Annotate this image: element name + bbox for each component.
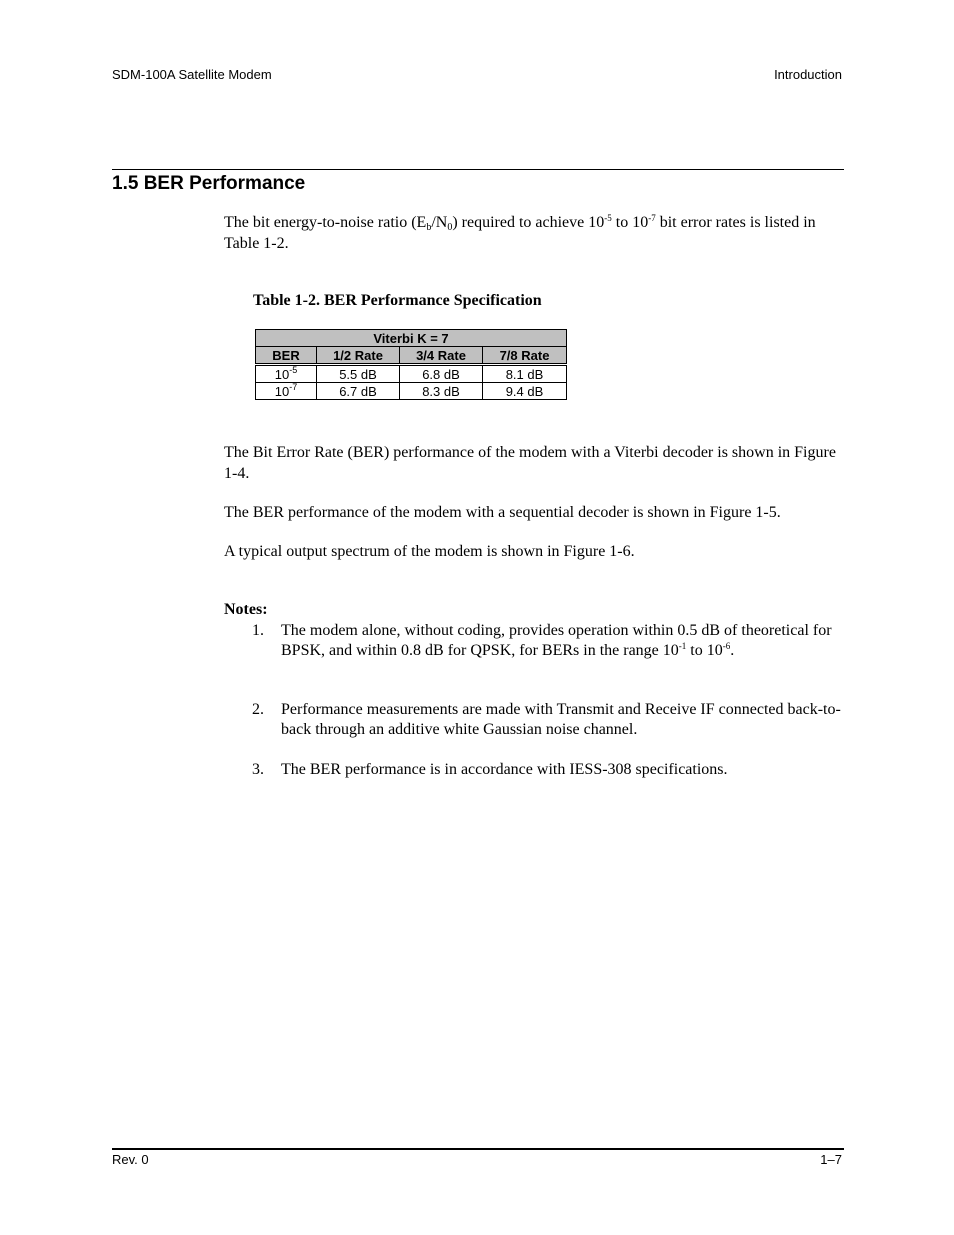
p1-text-b: /N — [431, 214, 448, 231]
ber-base: 10 — [274, 366, 290, 382]
section-heading: 1.5 BER Performance — [112, 173, 306, 194]
ber-spec-table — [255, 329, 567, 400]
paragraph-spectrum-figure: A typical output spectrum of the modem is shown in Figure 1-6. — [224, 543, 635, 560]
note1-exponent-2: -6 — [722, 641, 731, 651]
cell-rate-3-4: 8.3 dB — [400, 383, 483, 400]
note-text: Performance measurements are made with Transmit and Receive IF connected back-to-back through an additive white Gaussian noise channel. — [281, 701, 841, 738]
p1-text-e: bit error rates is listed in Table 1-2. — [224, 214, 816, 252]
column-header-rate-1-2: 1/2 Rate — [317, 347, 400, 364]
paragraph-viterbi-figure: The Bit Error Rate (BER) performance of the modem with a Viterbi decoder is shown in Figure 1-4. — [224, 444, 836, 482]
column-header-ber: BER — [256, 347, 317, 364]
cell-ber — [256, 383, 317, 400]
column-header-rate-7-8: 7/8 Rate — [483, 347, 567, 364]
header-document-title: SDM-100A Satellite Modem — [112, 67, 272, 82]
cell-ber — [256, 366, 317, 383]
p1-text-d: to 10 — [611, 214, 649, 231]
table-group-header: Viterbi K = 7 — [256, 330, 567, 347]
note1-text-a: The modem alone, without coding, provides operation within 0.5 dB of theoretical for BPSK, and within 0.8 dB for QPSK, for BERs in the range 10 — [281, 622, 832, 659]
header-chapter-title: Introduction — [774, 67, 842, 82]
note-number: 3. — [252, 761, 264, 778]
table-row — [256, 383, 567, 400]
note-item — [252, 700, 844, 740]
cell-rate-7-8: 8.1 dB — [483, 366, 567, 383]
note-text: The BER performance is in accordance with IESS-308 specifications. — [281, 761, 728, 778]
p1-subscript-b: b — [426, 222, 432, 233]
notes-heading: Notes: — [224, 601, 268, 618]
section-divider — [112, 169, 844, 170]
note-number: 2. — [252, 701, 264, 718]
footer-divider — [112, 1148, 844, 1150]
note-item — [252, 760, 844, 780]
p1-exponent-2: -7 — [648, 213, 656, 223]
table-row — [256, 366, 567, 383]
paragraph-sequential-figure: The BER performance of the modem with a sequential decoder is shown in Figure 1-5. — [224, 504, 781, 521]
note-number: 1. — [252, 622, 264, 639]
column-header-rate-3-4: 3/4 Rate — [400, 347, 483, 364]
cell-rate-3-4: 6.8 dB — [400, 366, 483, 383]
cell-rate-1-2: 5.5 dB — [317, 366, 400, 383]
p1-text-c: ) required to achieve 10 — [452, 214, 605, 231]
footer-page-number: 1–7 — [820, 1152, 842, 1167]
paragraph-ebno-intro — [224, 212, 844, 254]
cell-rate-1-2: 6.7 dB — [317, 383, 400, 400]
ber-exponent: -5 — [289, 364, 298, 375]
p1-subscript-0: 0 — [447, 222, 453, 233]
p1-exponent-1: -5 — [604, 213, 612, 223]
note1-text-c: . — [730, 642, 735, 659]
table-caption: Table 1-2. BER Performance Specification — [253, 292, 542, 309]
ber-exponent: -7 — [289, 381, 298, 392]
note1-text-b: to 10 — [686, 642, 723, 659]
cell-rate-7-8: 9.4 dB — [483, 383, 567, 400]
footer-revision: Rev. 0 — [112, 1152, 149, 1167]
note-item — [252, 621, 844, 661]
ber-base: 10 — [274, 383, 290, 399]
p1-text-a: The bit energy-to-noise ratio (E — [224, 214, 427, 231]
note1-exponent-1: -1 — [678, 641, 687, 651]
note-text — [281, 621, 844, 661]
